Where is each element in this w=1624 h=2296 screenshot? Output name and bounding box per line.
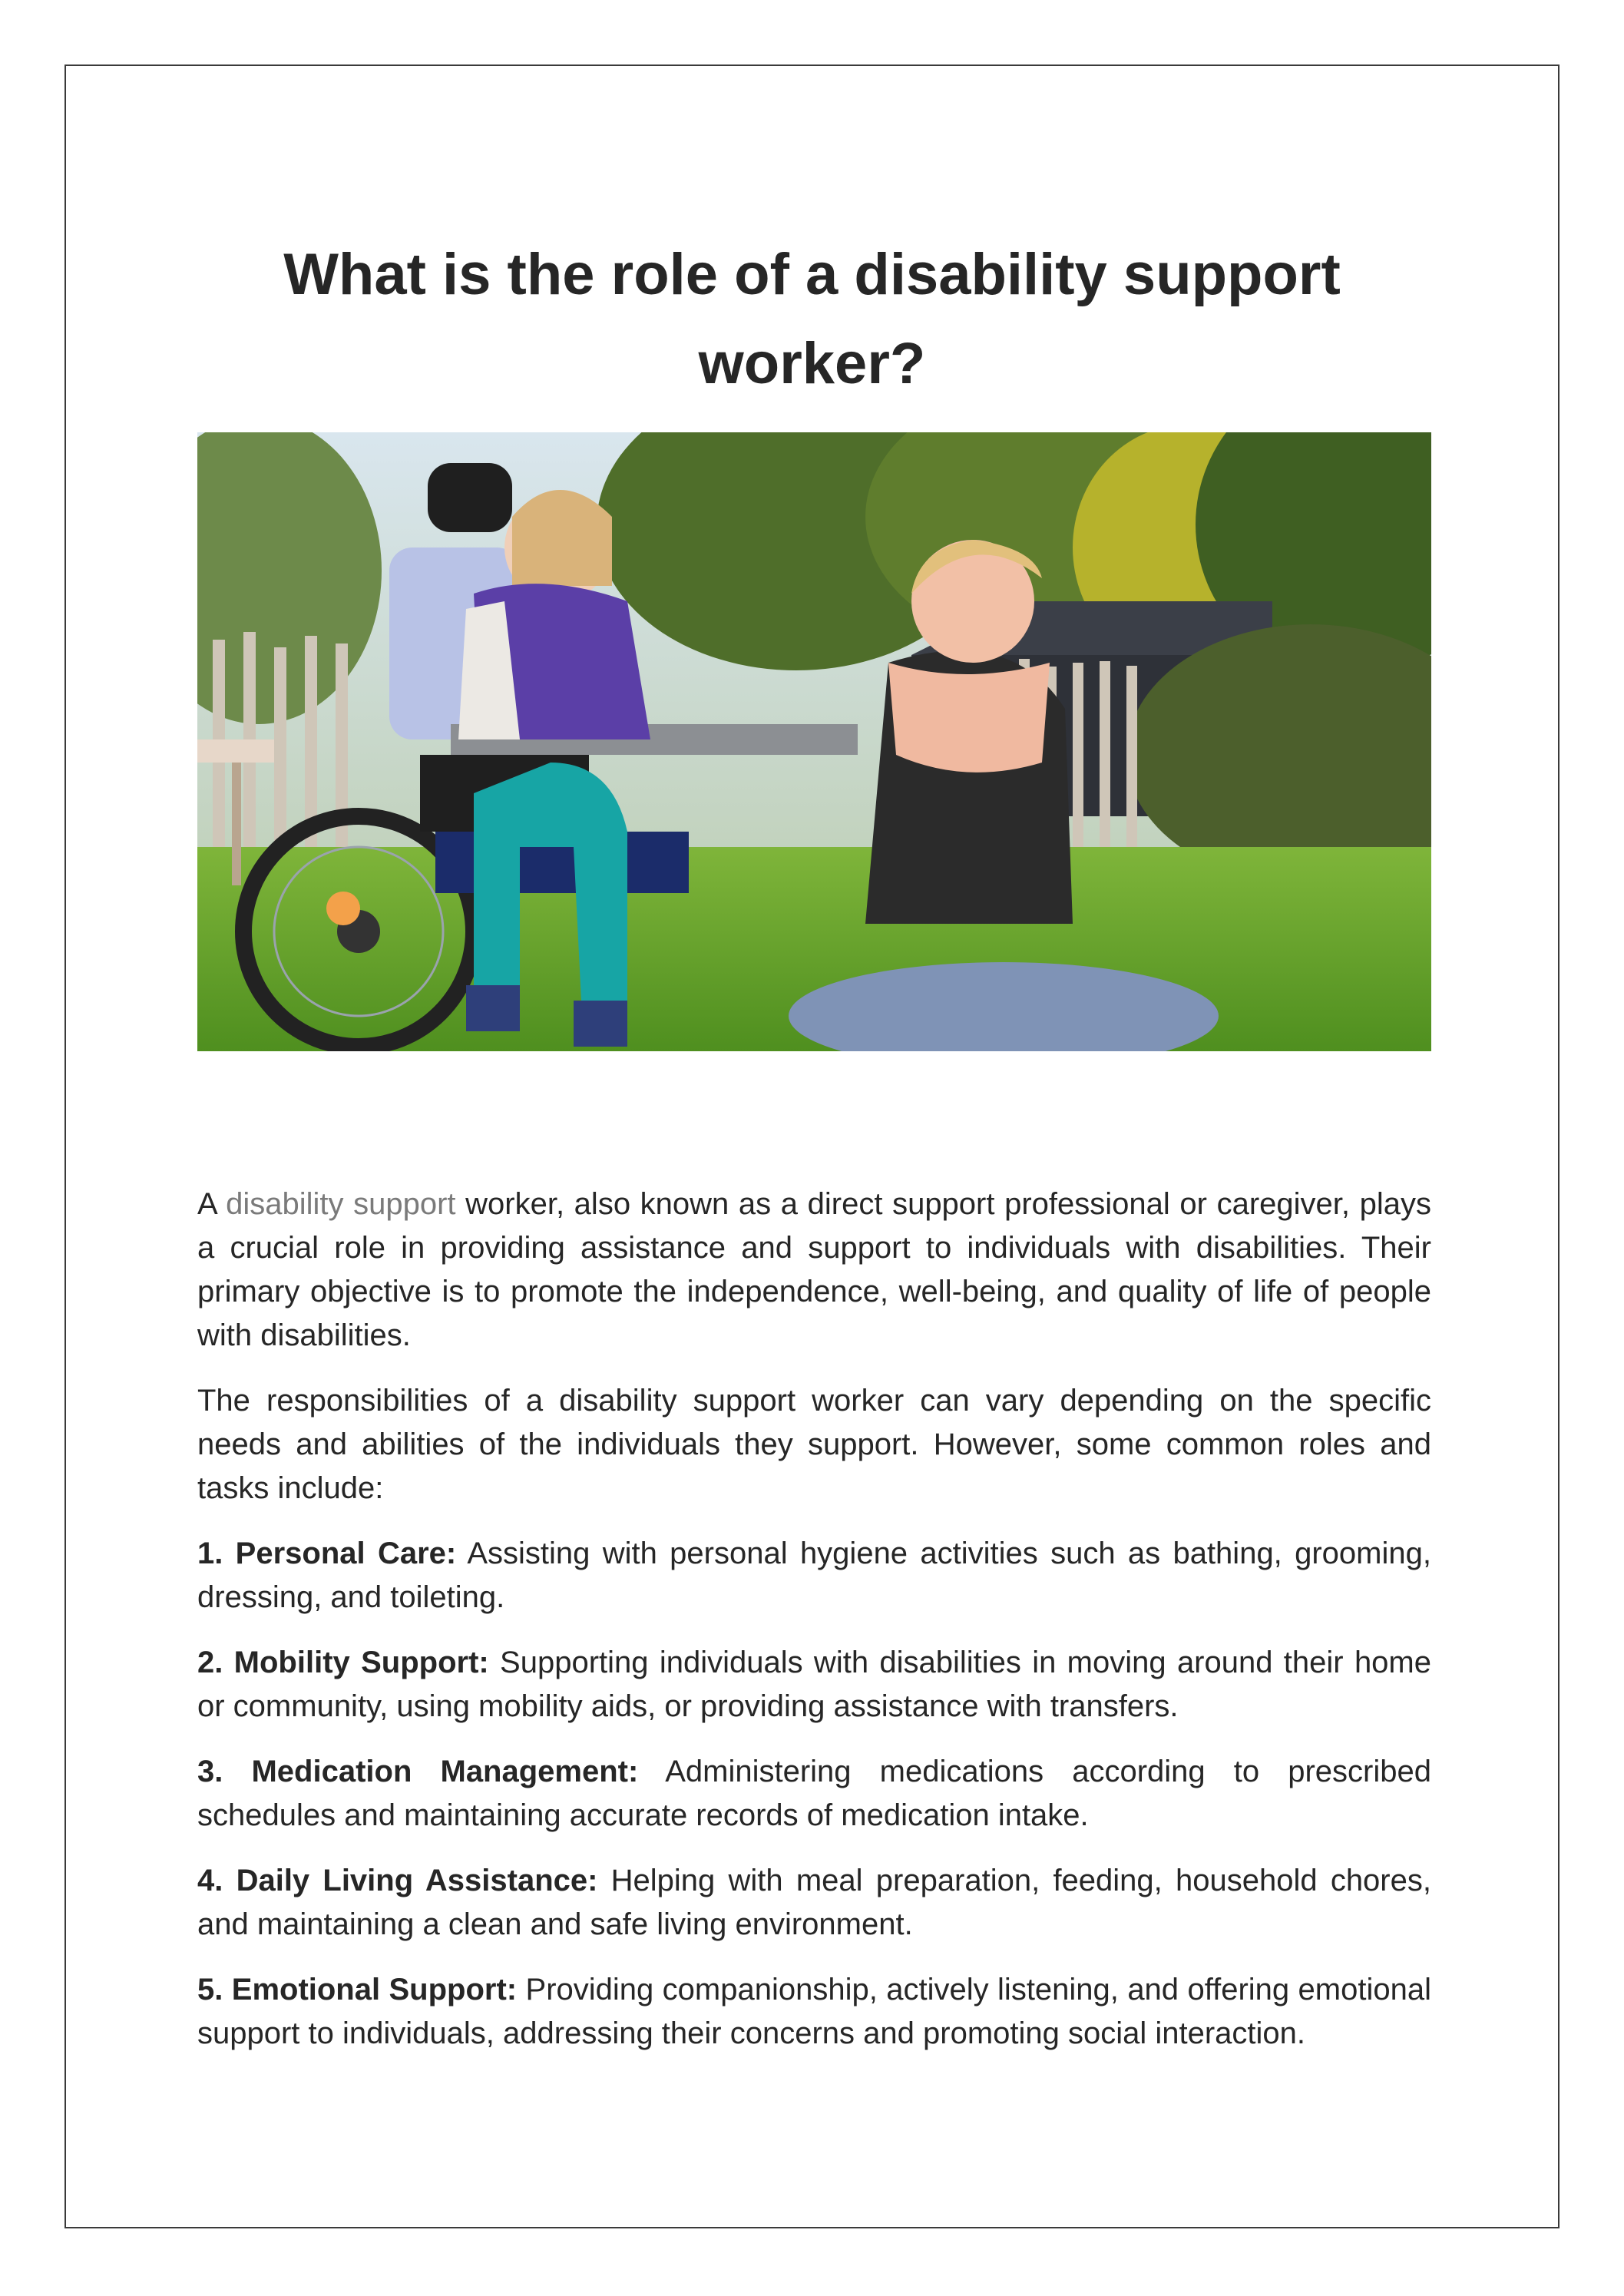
list-item <box>197 1532 1431 1619</box>
intro-paragraph <box>197 1183 1431 1358</box>
list-item-text: Providing companionship, actively listening, and offering emotional support to individuals, addressing their concerns and promoting social interaction. <box>197 1973 1431 2050</box>
intro-prefix: A <box>197 1187 227 1221</box>
list-item-label: 2. Mobility Support: <box>197 1646 489 1679</box>
list-item-label: 5. Emotional Support: <box>197 1973 518 2007</box>
article-body <box>197 1183 1431 2077</box>
disability-support-link[interactable]: disability support <box>226 1187 456 1221</box>
list-item <box>197 1968 1431 2056</box>
responsibilities-intro: The responsibilities of a disability support worker can vary depending on the specific needs and abilities of the individuals they support. However, some common roles and tasks include: <box>197 1384 1431 1505</box>
list-item-label: 3. Medication Management: <box>197 1755 639 1788</box>
list-item-label: 1. Personal Care: <box>197 1537 457 1570</box>
list-item <box>197 1641 1431 1729</box>
intro-suffix: worker, also known as a direct support professional or caregiver, plays a crucial role in providing assistance and support to individuals with disabilities. Their primary objective is to promote the independence, well-being, and quality of life of people with disabilities. <box>197 1187 1431 1352</box>
list-item <box>197 1859 1431 1947</box>
list-item-text: Assisting with personal hygiene activities such as bathing, grooming, dressing, and toileting. <box>197 1537 1431 1614</box>
list-item-label: 4. Daily Living Assistance: <box>197 1864 598 1897</box>
photo-caregiver-with-child-in-wheelchair-icon <box>197 432 1431 1051</box>
list-item-text: Supporting individuals with disabilities in moving around their home or community, using mobility aids, or providing assistance with transfers. <box>197 1646 1431 1723</box>
list-item <box>197 1750 1431 1838</box>
list-item-text: Administering medications according to prescribed schedules and maintaining accurate records of medication intake. <box>197 1755 1431 1832</box>
caregiver-photo <box>197 432 1431 1051</box>
page-title: What is the role of a disability support worker? <box>283 242 1341 396</box>
list-item-text: Helping with meal preparation, feeding, household chores, and maintaining a clean and safe living environment. <box>197 1864 1431 1941</box>
